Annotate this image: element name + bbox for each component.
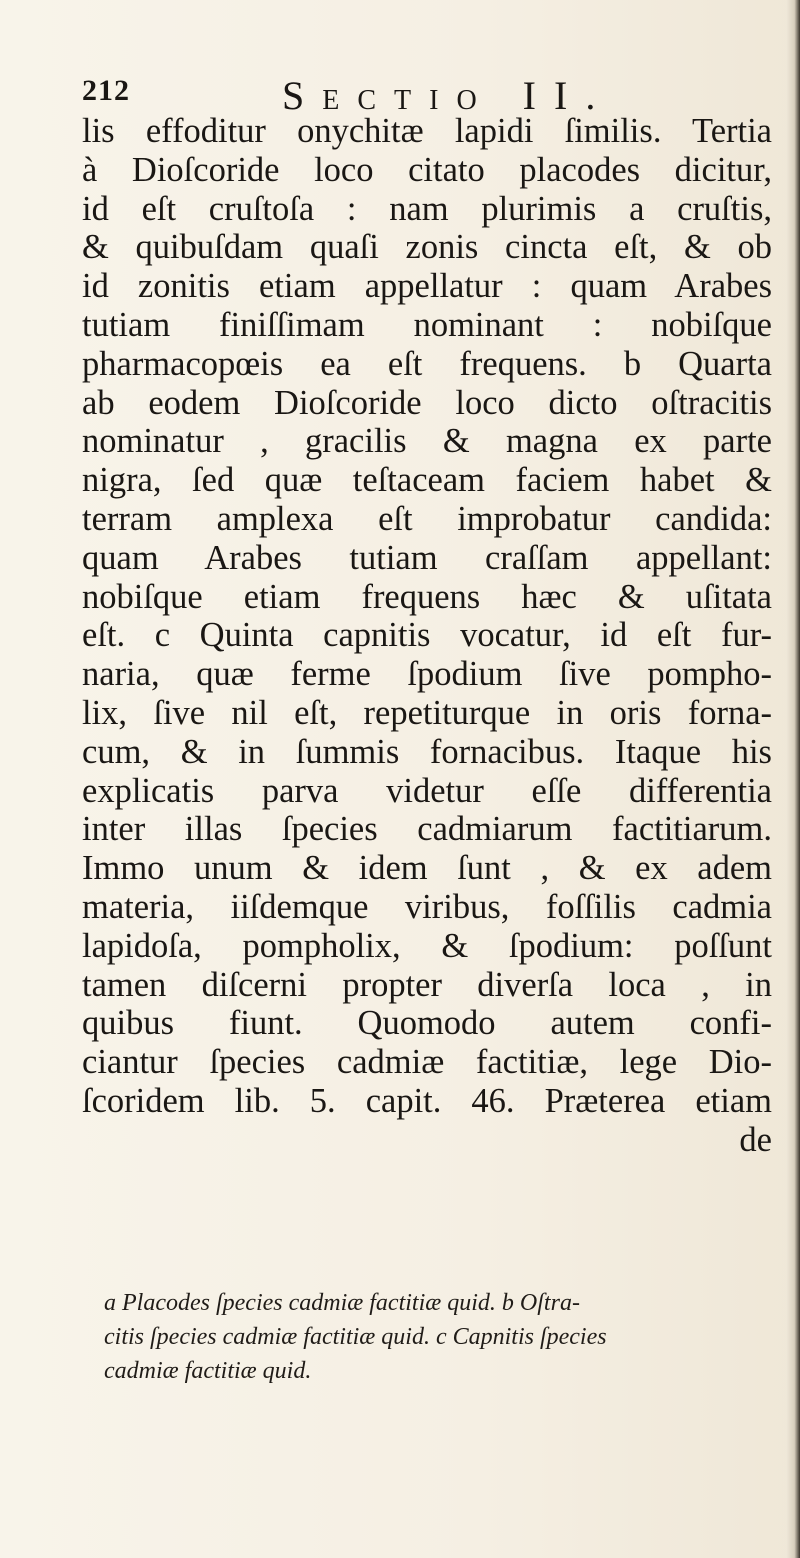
running-title: Sectio II. — [282, 73, 614, 118]
body-line: ab eodem Dioſcoride loco dicto oſtracitis — [82, 383, 772, 422]
body-line: tutiam finiſſimam nominant : nobiſque — [82, 305, 772, 344]
body-line: naria, quæ ferme ſpodium ſive pompho- — [82, 655, 772, 694]
body-line: nobiſque etiam frequens hæc & uſitata — [82, 577, 772, 616]
footnote-line: citis ſpecies cadmiæ factitiæ quid. c Capnitis ſpecies — [104, 1324, 607, 1350]
body-line: materia, iiſdemque viribus, foſſilis cadmia — [82, 887, 772, 926]
footnote-line: a Placodes ſpecies cadmiæ factitiæ quid. b Oſtra- — [104, 1290, 580, 1316]
body-text — [82, 112, 772, 1160]
body-line: ſcoridem lib. 5. capit. 46. Præterea etiam — [82, 1081, 772, 1120]
body-line: inter illas ſpecies cadmiarum factitiarum. — [82, 810, 772, 849]
body-line: tamen diſcerni propter diverſa loca , in — [82, 965, 772, 1004]
footnote-line: cadmiæ factitiæ quid. — [104, 1358, 312, 1384]
body-line: pharmacopœis ea eſt frequens. b Quarta — [82, 344, 772, 383]
body-line: nominatur , gracilis & magna ex parte — [82, 422, 772, 461]
body-line: terram amplexa eſt improbatur candida: — [82, 499, 772, 538]
body-line: lis effoditur onychitæ lapidi ſimilis. Tertia — [82, 112, 772, 150]
page-edge-shadow — [786, 0, 800, 1558]
page-number: 212 — [82, 74, 130, 107]
body-line: ciantur ſpecies cadmiæ factitiæ, lege Dio- — [82, 1043, 772, 1082]
body-line: nigra, ſed quæ teſtaceam faciem habet & — [82, 461, 772, 500]
footnotes — [104, 1286, 768, 1388]
body-line: id eſt cruſtoſa : nam plurimis a cruſtis, — [82, 189, 772, 228]
body-line: eſt. c Quinta capnitis vocatur, id eſt fur- — [82, 616, 772, 655]
body-line: cum, & in ſummis fornacibus. Itaque his — [82, 732, 772, 771]
body-line: explicatis parva videtur eſſe differentia — [82, 771, 772, 810]
body-line: & quibuſdam quaſi zonis cincta eſt, & ob — [82, 228, 772, 267]
body-line: à Dioſcoride loco citato placodes dicitur, — [82, 150, 772, 189]
body-line: lapidoſa, pompholix, & ſpodium: poſſunt — [82, 926, 772, 965]
body-line: quibus fiunt. Quomodo autem confi- — [82, 1004, 772, 1043]
catchword: de — [739, 1120, 772, 1159]
body-line: id zonitis etiam appellatur : quam Arabes — [82, 267, 772, 306]
body-line: Immo unum & idem ſunt , & ex adem — [82, 849, 772, 888]
body-line: lix, ſive nil eſt, repetiturque in oris forna- — [82, 693, 772, 732]
body-line: quam Arabes tutiam craſſam appellant: — [82, 538, 772, 577]
